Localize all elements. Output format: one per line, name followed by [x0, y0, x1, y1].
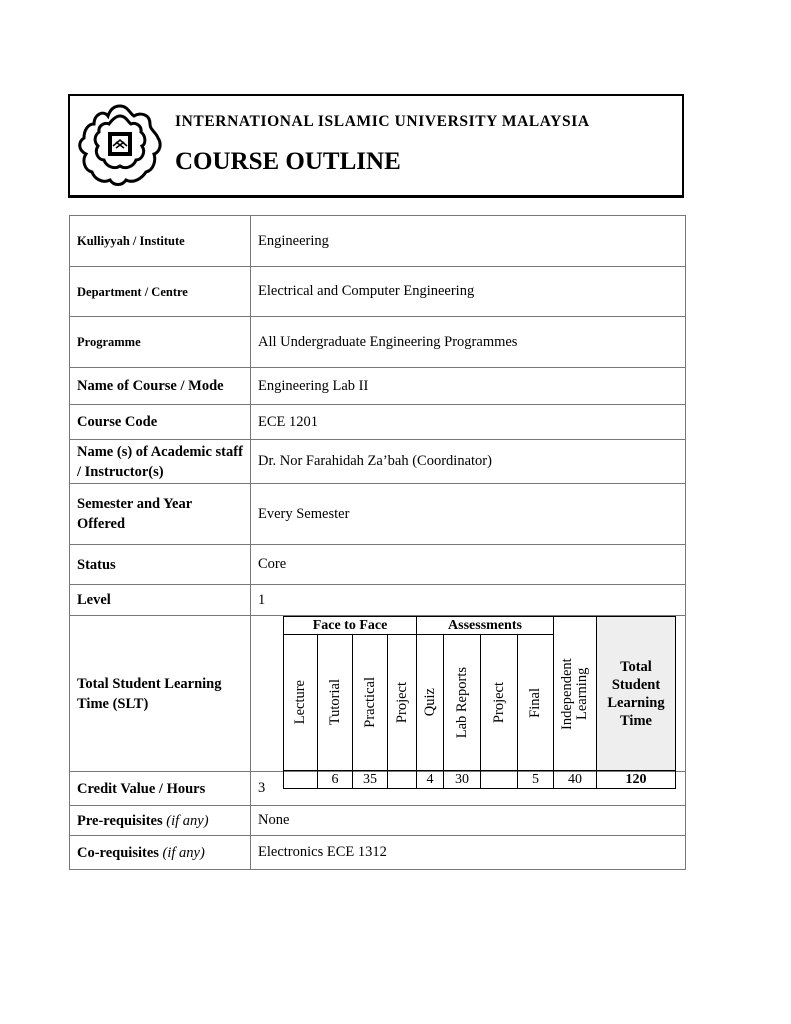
table-row: [70, 585, 686, 616]
prerequisites-label: [70, 806, 251, 836]
table-row: [70, 368, 686, 405]
assessment-project-hours: [481, 771, 518, 789]
prerequisites-value: None: [251, 806, 686, 836]
department-value: Electrical and Computer Engineering: [251, 267, 686, 317]
quiz-header: Quiz: [417, 635, 444, 771]
total-slt-header: Total Student Learning Time: [597, 617, 676, 771]
semester-value: Every Semester: [251, 484, 686, 545]
corequisites-label-text: Co-requisites: [77, 844, 159, 861]
kulliyyah-value: Engineering: [251, 216, 686, 267]
credit-value: 3: [251, 772, 686, 806]
staff-value: Dr. Nor Farahidah Za’bah (Coordinator): [251, 440, 686, 484]
lab-reports-header: Lab Reports: [444, 635, 481, 771]
document-title: COURSE OUTLINE: [175, 148, 401, 175]
iium-emblem-icon: [76, 102, 164, 188]
department-label: Department / Centre: [70, 267, 251, 317]
programme-label: Programme: [70, 317, 251, 368]
tutorial-hours: 6: [318, 771, 353, 789]
course-code-value: ECE 1201: [251, 405, 686, 440]
assessments-header: Assessments: [417, 617, 554, 635]
staff-label: Name (s) of Academic staff / Instructor(s): [70, 440, 251, 484]
table-row: [70, 616, 686, 772]
lecture-header: Lecture: [284, 635, 318, 771]
course-info-table: [69, 215, 686, 870]
slt-group-row: [284, 617, 677, 635]
level-value: 1: [251, 585, 686, 616]
practical-hours: 35: [353, 771, 388, 789]
final-hours: 5: [518, 771, 554, 789]
university-name: INTERNATIONAL ISLAMIC UNIVERSITY MALAYSIA: [175, 113, 590, 130]
course-outline-header: [68, 94, 684, 198]
table-row: [70, 440, 686, 484]
table-row: [70, 806, 686, 836]
course-code-label: Course Code: [70, 405, 251, 440]
course-name-label: Name of Course / Mode: [70, 368, 251, 405]
credit-label: Credit Value / Hours: [70, 772, 251, 806]
corequisites-note: (if any): [162, 844, 205, 861]
semester-label: Semester and Year Offered: [70, 484, 251, 545]
table-row: [70, 545, 686, 585]
independent-learning-hours: 40: [554, 771, 597, 789]
table-row: [70, 405, 686, 440]
slt-values-row: [284, 771, 677, 789]
prerequisites-label-text: Pre-requisites: [77, 812, 163, 829]
table-row: [70, 484, 686, 545]
slt-breakdown-cell: [251, 616, 686, 787]
status-value: Core: [251, 545, 686, 585]
table-row: [70, 836, 686, 870]
lab-reports-hours: 30: [444, 771, 481, 789]
kulliyyah-label: Kulliyyah / Institute: [70, 216, 251, 267]
prerequisites-note: (if any): [166, 812, 209, 829]
course-name-value: Engineering Lab II: [251, 368, 686, 405]
quiz-hours: 4: [417, 771, 444, 789]
assessment-project-header: Project: [481, 635, 518, 771]
corequisites-label: [70, 836, 251, 870]
total-slt-hours: 120: [597, 771, 676, 789]
slt-label: Total Student Learning Time (SLT): [70, 616, 251, 772]
slt-breakdown-table: [283, 616, 677, 789]
level-label: Level: [70, 585, 251, 616]
project-header: Project: [388, 635, 417, 771]
tutorial-header: Tutorial: [318, 635, 353, 771]
independent-learning-header: Independent Learning: [554, 617, 597, 771]
face-to-face-header: Face to Face: [284, 617, 417, 635]
final-header: Final: [518, 635, 554, 771]
table-row: [70, 267, 686, 317]
status-label: Status: [70, 545, 251, 585]
lecture-hours: [284, 771, 318, 789]
practical-header: Practical: [353, 635, 388, 771]
table-row: [70, 317, 686, 368]
table-row: [70, 216, 686, 267]
corequisites-value: Electronics ECE 1312: [251, 836, 686, 870]
project-hours: [388, 771, 417, 789]
programme-value: All Undergraduate Engineering Programmes: [251, 317, 686, 368]
